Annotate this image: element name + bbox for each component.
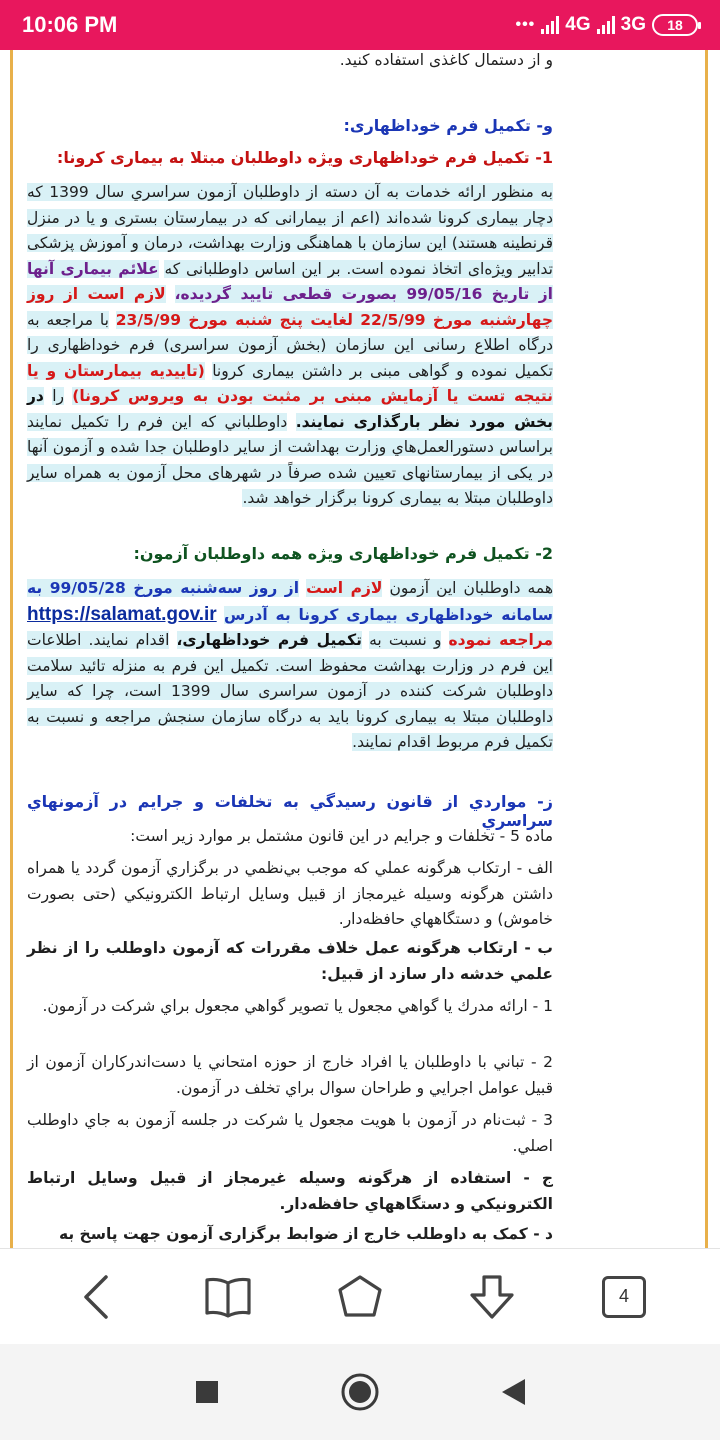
law-item-dal: د - کمک به داوطلب خارج از ضوابط برگزاری آزمون جهت پاسخ به [58, 1225, 553, 1243]
triangle-back-icon [499, 1377, 527, 1407]
download-button[interactable] [457, 1262, 527, 1332]
book-icon [203, 1275, 253, 1319]
notification-dots-icon: ••• [515, 16, 536, 33]
recents-button[interactable] [177, 1362, 237, 1422]
signal-strength-icon [597, 16, 615, 34]
status-bar [0, 0, 720, 50]
status-time: 10:06 PM [22, 12, 118, 37]
square-icon [195, 1380, 219, 1404]
law-subitem-2: 2 - تباني با داوطلبان يا افراد خارج از حوزه امتحاني يا دست‌اندركاران آزمون از قبيل عوامل اجرايي و طراحان سوال براي تخلف در آزمون. [27, 1053, 553, 1097]
system-navigation-bar [0, 1344, 720, 1440]
item2-title: 2- تکمیل فرم خوداظهاری ویژه همه داوطلبان آزمون: [133, 544, 553, 563]
section-v-title: و- تکمیل فرم خوداظهاری: [343, 116, 553, 135]
tab-count-badge: 4 [602, 1276, 646, 1318]
paragraph-tail [27, 50, 553, 74]
section-z-title: ز- مواردي از قانون رسيدگي به تخلفات و جرايم در آزمونهاي سراسري [27, 792, 553, 830]
bookmarks-button[interactable] [193, 1262, 263, 1332]
network-type-1: 4G [565, 14, 591, 35]
home-button[interactable] [325, 1262, 395, 1332]
browser-toolbar [0, 1248, 720, 1344]
web-page[interactable] [0, 50, 720, 1248]
law-item-alef: الف - ارتكاب هرگونه عملي كه موجب بي‌نظمي در برگزاري آزمون گردد يا همراه داشتن هرگونه وسيله غيرمجاز از قبيل وسايل ارتباط الكترونيكي (حتی بصورت خاموش) و دستگاههاي حافظه‌دار. [27, 859, 553, 928]
signal-strength-icon [541, 16, 559, 34]
back-arrow-icon [76, 1273, 116, 1321]
item2-paragraph: همه داوطلبان این آزمون لازم است از روز سه‌شنبه مورخ 99/05/28 به سامانه خوداظهاری بیماری کرونا به آدرس https://salamat.gov.ir مراجعه نموده و نسبت به تکمیل فرم خوداظهاری، اقدام نمایند. اطلاعات این فرم در وزارت بهداشت محفوظ است. تکمیل این فرم به منزله تائید سلامت داوطلبان شرکت کننده در آزمون سراسری سال 1399 است، چرا که سایر داوطلبان مبتلا به بیماری کرونا باید به درگاه سازمان سنجش مراجعه و نسبت به تکمیل فرم مربوط اقدام نمایند. [27, 579, 554, 751]
system-home-button[interactable] [330, 1362, 390, 1422]
back-button[interactable] [61, 1262, 131, 1332]
salamat-link[interactable]: https://salamat.gov.ir [27, 603, 217, 625]
circle-icon [340, 1372, 380, 1412]
tabs-button[interactable] [589, 1262, 659, 1332]
status-indicators [515, 14, 698, 36]
law-item-be: ب - ارتكاب هرگونه عمل خلاف مقررات كه آزمون داوطلب را از نظر علمي خدشه دار سازد از قبيل: [27, 939, 553, 983]
system-back-button[interactable] [483, 1362, 543, 1422]
home-pentagon-icon [336, 1273, 384, 1321]
network-type-2: 3G [620, 14, 646, 35]
law-subitem-3: 3 - ثبت‌نام در آزمون با هويت مجعول يا شركت در جلسه آزمون به جاي داوطلب اصلي. [27, 1111, 553, 1155]
law-item-jim: ج - استفاده از هرگونه وسيله غيرمجاز از قبيل وسايل ارتباط الكترونيكي و دستگاههاي حافظه‌دار. [27, 1169, 553, 1213]
download-arrow-icon [467, 1273, 517, 1321]
battery-icon: 18 [652, 14, 698, 36]
top-text: و از دستمال کاغذی استفاده کنید. [339, 51, 553, 69]
item1-paragraph: به منظور ارائه خدمات به آن دسته از داوطلبان آزمون سراسري سال 1399 که دچار بیماری کرونا شده‌اند (اعم از بیمارانی که در بیمارستان بستری و یا در منزل قرنطینه هستند) این سازمان با هماهنگی وزارت بهداشت، درمان و آموزش پزشکی تدابیر ویژه‌ای اتخاذ نموده است. بر این اساس داوطلبانی که علائم بیماری آنها از تاریخ 99/05/16 بصورت قطعی تایید گردیده، لازم است از روز چهارشنبه مورخ 22/5/99 لغایت پنج شنبه مورخ 23/5/99 با مراجعه به درگاه اطلاع رسانی این سازمان (بخش آزمون سراسری) فرم خوداظهاری را تکمیل نموده و گواهی مبنی بر داشتن بیماری کرونا (تاییدیه بیمارستان و یا نتیجه تست یا آزمایش مبنی بر مثبت بودن به ویروس کرونا) را در بخش مورد نظر بارگذاری نمایند. داوطلباني که این فرم را تکمیل نمایند براساس دستورالعمل‌هاي وزارت بهداشت از سایر داوطلبان جدا شده و آزمون آنها در یکی از بیمارستانهای تعیین شده صرفاً در شهرهای محل آزمون به همراه سایر داوطلبان مبتلا به بیماری کرونا برگزار خواهد شد. [27, 183, 554, 507]
law-subitem-1: 1 - ارائه مدرك يا گواهي مجعول يا تصوير گواهي مجعول براي شركت در آزمون. [42, 997, 553, 1015]
item1-title: 1- تکمیل فرم خوداظهاری ویژه داوطلبان مبتلا به بیماری کرونا: [56, 148, 553, 167]
law-intro: ماده 5 - تخلفات و جرایم در این قانون مشتمل بر موارد زیر است: [130, 827, 553, 845]
